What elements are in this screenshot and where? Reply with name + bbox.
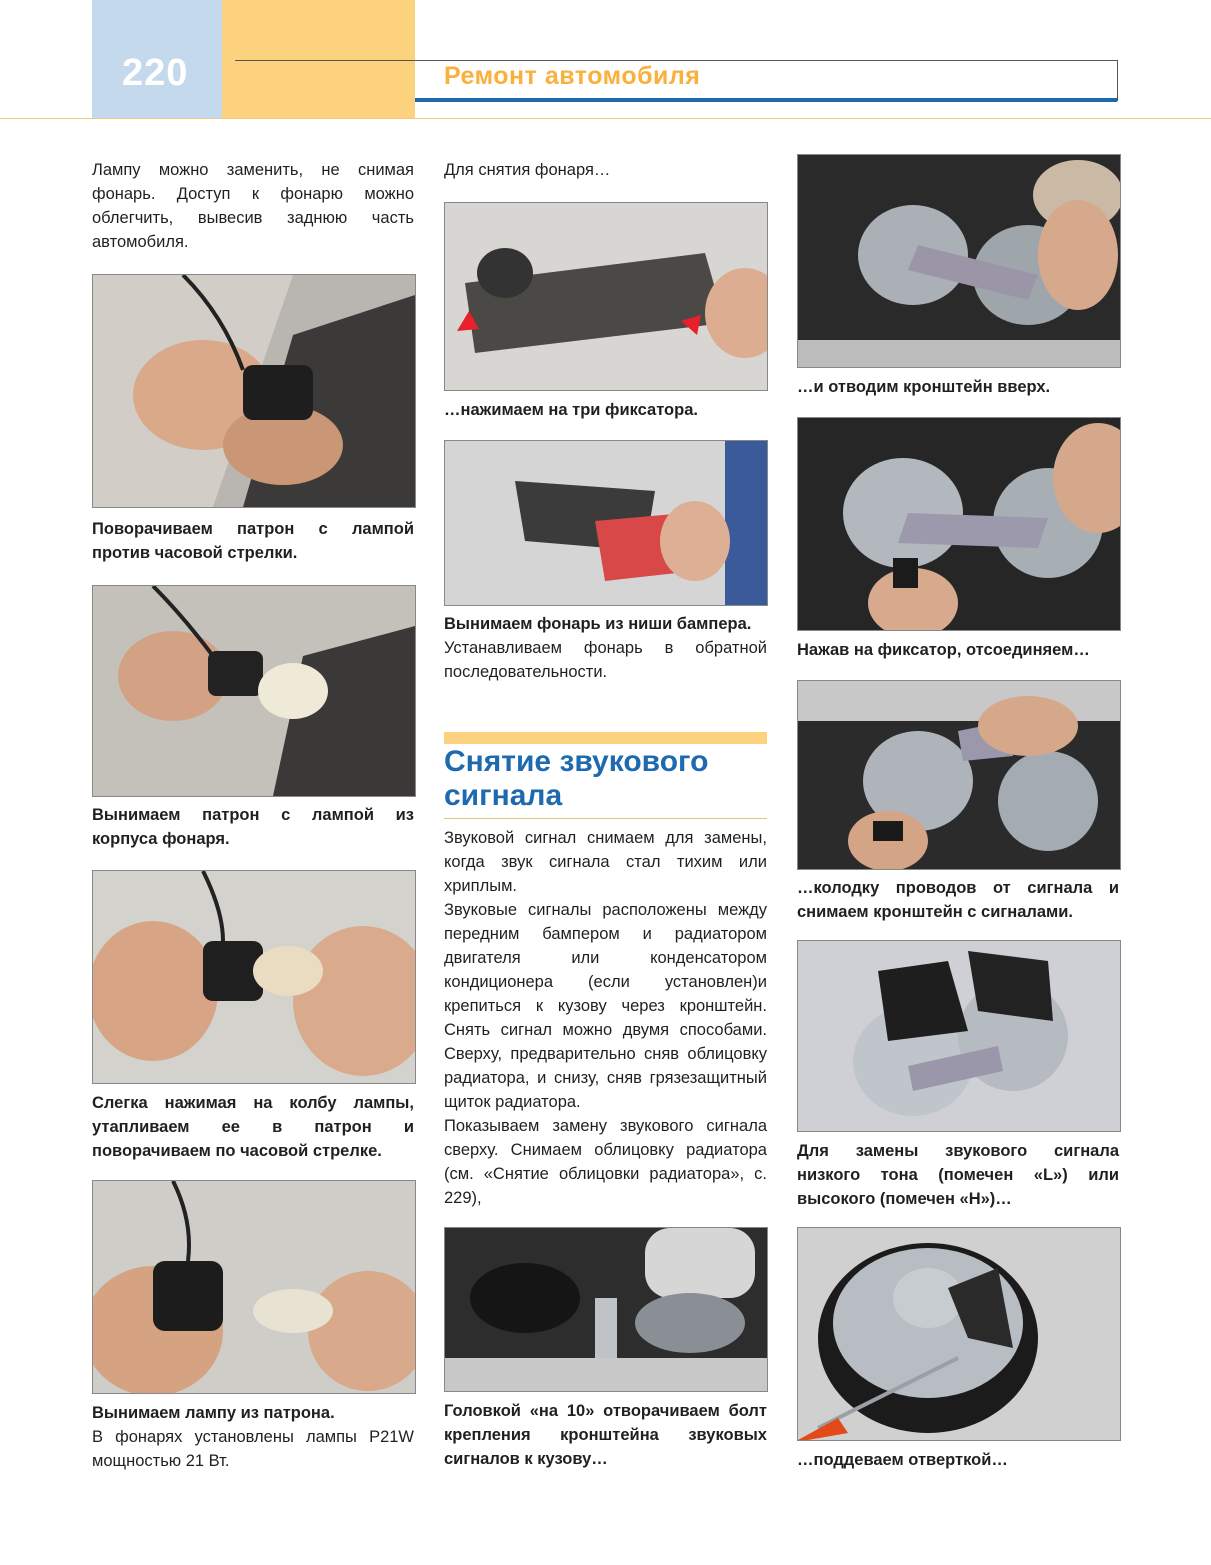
photo-remove-lamp [444, 440, 768, 606]
photo-disconnect-plug [797, 680, 1121, 870]
col2-para2: Звуковые сигналы расположены между передним бампером и радиатором двигателя или конденсатором кондиционера (если установлен)и крепиться к кузову через кронштейн. Снять сигнал можно двумя способами. Сверху, предварительно сняв облицовку радиатора, и снизу, сняв грязезащитный щиток радиатора. [444, 901, 767, 1111]
col2-caption1: …нажимаем на три фиксатора. [444, 401, 698, 419]
header-rule-top [235, 60, 1118, 61]
photo-horns-bracket [797, 940, 1121, 1132]
col1-caption3: Слегка нажимая на колбу лампы, утапливаем ее в патрон и поворачиваем по часовой стрелке. [92, 1094, 414, 1160]
section-heading: Снятие звукового сигнала [444, 745, 709, 812]
photo-remove-bulb [92, 1180, 416, 1394]
header-rule-right [1117, 60, 1118, 101]
header-rule-bottom [415, 98, 1117, 102]
col3-caption5: …поддеваем отверткой… [797, 1451, 1008, 1469]
photo-screwdriver [797, 1227, 1121, 1441]
photo-press-bulb [92, 870, 416, 1084]
page-number: 220 [122, 52, 189, 94]
col2-caption2-bold: Вынимаем фонарь из ниши бампера. [444, 615, 752, 633]
photo-bracket-up [797, 154, 1121, 368]
header-divider [0, 118, 1211, 119]
photo-unscrew-bolt [444, 1227, 768, 1392]
col2-caption2 [444, 612, 767, 684]
heading-rule [444, 818, 767, 819]
photo-remove-socket [92, 585, 416, 797]
col1-caption2: Вынимаем патрон с лампой из корпуса фонаря. [92, 806, 414, 848]
section-title: Ремонт автомобиля [444, 62, 701, 90]
col3-caption4: Для замены звукового сигнала низкого тона (помечен «L») или высокого (помечен «H»)… [797, 1142, 1119, 1208]
heading-bar [444, 732, 767, 744]
col2-caption3: Головкой «на 10» отворачиваем болт крепления кронштейна звуковых сигналов к кузову… [444, 1402, 767, 1468]
header-yellow-block [222, 0, 415, 118]
col3-caption3: …колодку проводов от сигнала и снимаем кронштейн с сигналами. [797, 879, 1119, 921]
col2-intro: Для снятия фонаря… [444, 161, 611, 179]
col1-caption4-text: В фонарях установлены лампы P21W мощностью 21 Вт. [92, 1428, 414, 1470]
col1-caption4 [92, 1401, 414, 1473]
col2-caption2-text: Устанавливаем фонарь в обратной последовательности. [444, 639, 767, 681]
photo-press-latch [797, 417, 1121, 631]
col2-para3: Показываем замену звукового сигнала сверху. Снимаем облицовку радиатора (см. «Снятие облицовки радиатора», с. 229), [444, 1117, 767, 1207]
photo-latches [444, 202, 768, 391]
col1-caption1: Поворачиваем патрон с лампой против часовой стрелки. [92, 520, 414, 562]
col3-caption1: …и отводим кронштейн вверх. [797, 378, 1051, 396]
photo-turn-socket [92, 274, 416, 508]
col1-intro: Лампу можно заменить, не снимая фонарь. Доступ к фонарю можно облегчить, вывесив заднюю часть автомобиля. [92, 161, 414, 251]
col2-para1: Звуковой сигнал снимаем для замены, когда звук сигнала стал тихим или хриплым. [444, 829, 767, 895]
col3-caption2: Нажав на фиксатор, отсоединяем… [797, 641, 1090, 659]
col1-caption4-bold: Вынимаем лампу из патрона. [92, 1404, 335, 1422]
